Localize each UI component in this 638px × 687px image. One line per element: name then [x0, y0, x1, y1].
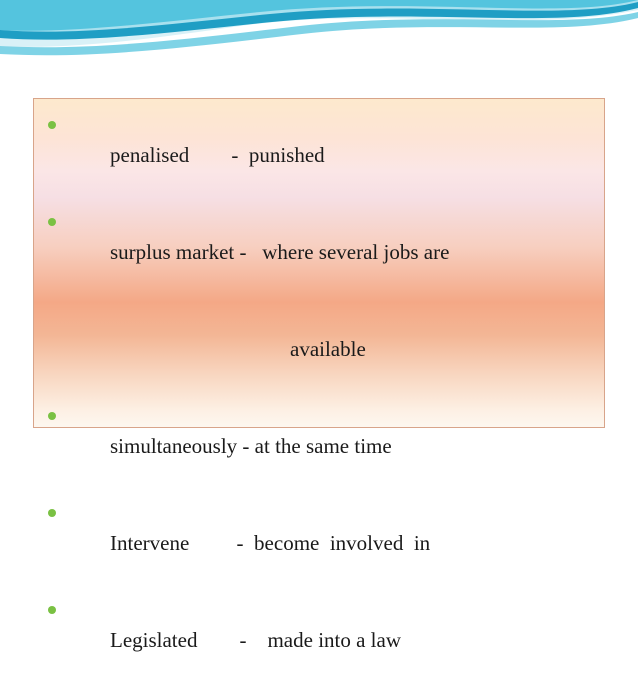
definition-spacer [246, 628, 267, 652]
definition-text [238, 143, 249, 167]
list-item [34, 497, 604, 590]
definition-value: become involved in [254, 531, 431, 555]
dash-separator: - [242, 434, 250, 458]
definition-spacer [244, 531, 255, 555]
term-padding [197, 628, 239, 652]
definition-value: at the same time [254, 434, 392, 458]
bullet-dot-icon [48, 509, 56, 517]
term-text: Legislated [110, 628, 198, 652]
list-item [34, 594, 604, 687]
bullet-dot-icon [48, 606, 56, 614]
bullet-dot-icon [48, 412, 56, 420]
definition-value: punished [248, 143, 325, 167]
definition-value: where several jobs are [262, 240, 450, 264]
content-text-box [33, 98, 605, 652]
dash-separator: - [239, 240, 247, 264]
definition-value: made into a law [267, 628, 402, 652]
dash-separator: - [231, 143, 239, 167]
term-text: penalised [110, 143, 190, 167]
term-text: surplus market [110, 240, 235, 264]
bullet-dot-icon [48, 121, 56, 129]
dash-separator: - [236, 531, 244, 555]
vocabulary-list [34, 99, 604, 687]
decorative-wave-banner [0, 0, 638, 66]
list-item [34, 206, 604, 299]
term-text: simultaneously [110, 434, 238, 458]
term-padding [189, 531, 236, 555]
list-item [34, 400, 604, 493]
dash-separator: - [239, 628, 247, 652]
term-text: Intervene [110, 531, 190, 555]
list-item [34, 109, 604, 202]
term-padding [189, 143, 231, 167]
definition-spacer [246, 240, 262, 264]
bullet-dot-icon [48, 218, 56, 226]
continuation-text: available [290, 337, 366, 361]
wave-graphic [0, 0, 638, 66]
list-item-continuation [34, 303, 604, 396]
